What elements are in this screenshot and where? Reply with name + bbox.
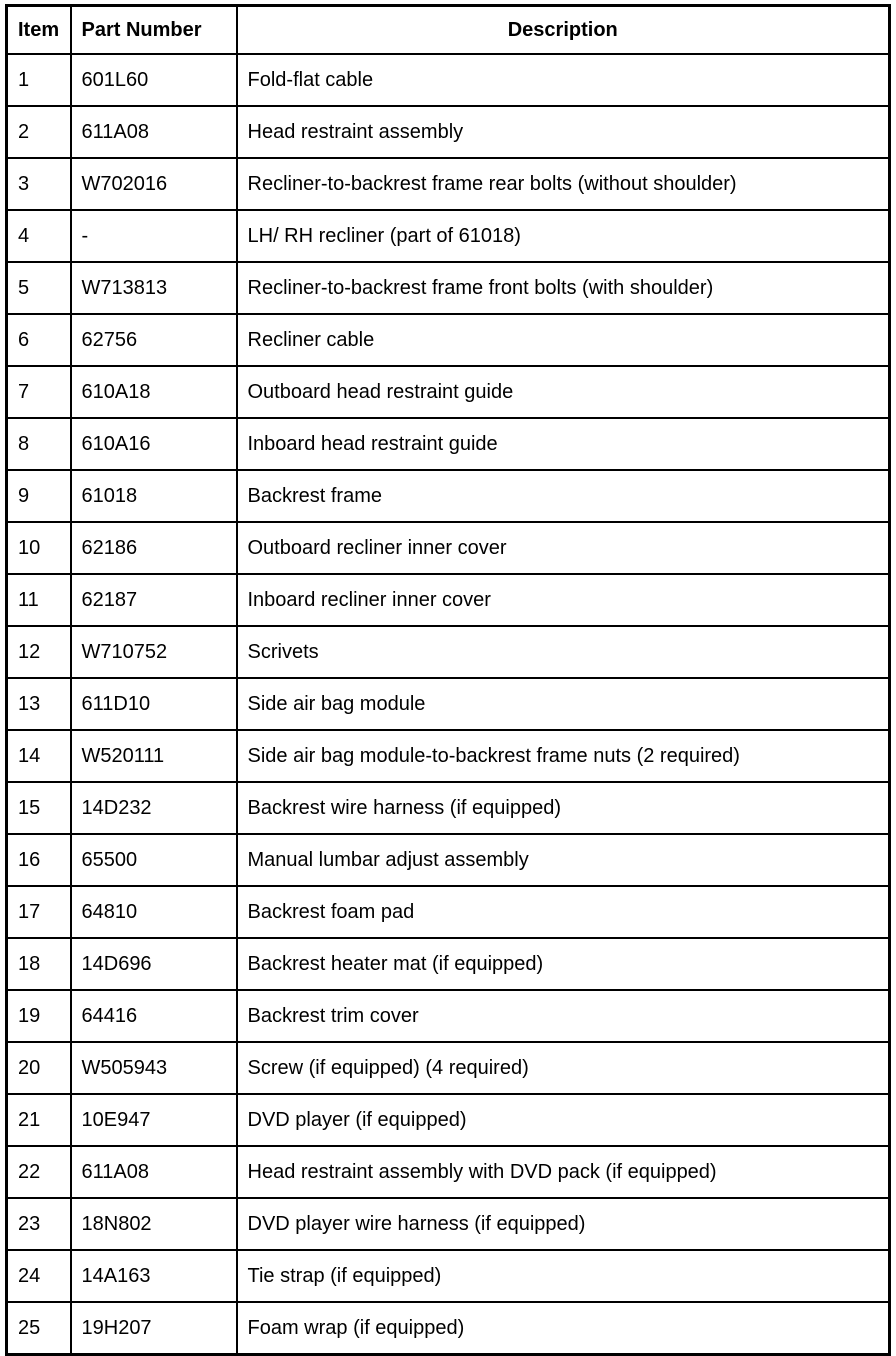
table-row (7, 782, 890, 834)
cell-description: Backrest frame (237, 470, 890, 522)
cell-item: 5 (7, 262, 71, 314)
cell-part-number: 61018 (71, 470, 237, 522)
table-row (7, 1042, 890, 1094)
cell-part-number: 64810 (71, 886, 237, 938)
cell-item: 16 (7, 834, 71, 886)
cell-part-number: 14D696 (71, 938, 237, 990)
cell-part-number: 10E947 (71, 1094, 237, 1146)
cell-item: 23 (7, 1198, 71, 1250)
table-row (7, 470, 890, 522)
cell-description: Backrest foam pad (237, 886, 890, 938)
cell-description: Outboard recliner inner cover (237, 522, 890, 574)
table-row (7, 418, 890, 470)
cell-item: 21 (7, 1094, 71, 1146)
table-row (7, 210, 890, 262)
table-row (7, 574, 890, 626)
cell-description: Recliner-to-backrest frame front bolts (with shoulder) (237, 262, 890, 314)
cell-item: 1 (7, 54, 71, 106)
cell-description: Side air bag module (237, 678, 890, 730)
cell-part-number: 14D232 (71, 782, 237, 834)
header-part-number: Part Number (71, 6, 237, 55)
cell-item: 15 (7, 782, 71, 834)
table-row (7, 1094, 890, 1146)
cell-description: Backrest heater mat (if equipped) (237, 938, 890, 990)
cell-description: Outboard head restraint guide (237, 366, 890, 418)
cell-part-number: 611A08 (71, 1146, 237, 1198)
table-row (7, 314, 890, 366)
table-row (7, 1146, 890, 1198)
cell-part-number: 62186 (71, 522, 237, 574)
cell-item: 22 (7, 1146, 71, 1198)
cell-part-number: - (71, 210, 237, 262)
cell-part-number: W710752 (71, 626, 237, 678)
cell-description: Side air bag module-to-backrest frame nuts (2 required) (237, 730, 890, 782)
cell-item: 14 (7, 730, 71, 782)
cell-item: 2 (7, 106, 71, 158)
cell-part-number: 19H207 (71, 1302, 237, 1355)
cell-description: Fold-flat cable (237, 54, 890, 106)
table-row (7, 54, 890, 106)
cell-item: 8 (7, 418, 71, 470)
table-row (7, 1198, 890, 1250)
parts-table (5, 4, 891, 1356)
table-row (7, 834, 890, 886)
table-row (7, 262, 890, 314)
table-row (7, 938, 890, 990)
cell-description: DVD player wire harness (if equipped) (237, 1198, 890, 1250)
table-row (7, 886, 890, 938)
cell-item: 9 (7, 470, 71, 522)
cell-description: Head restraint assembly (237, 106, 890, 158)
cell-description: Backrest wire harness (if equipped) (237, 782, 890, 834)
table-row (7, 158, 890, 210)
cell-item: 13 (7, 678, 71, 730)
cell-part-number: 64416 (71, 990, 237, 1042)
cell-item: 7 (7, 366, 71, 418)
cell-item: 4 (7, 210, 71, 262)
cell-part-number: 65500 (71, 834, 237, 886)
table-row (7, 626, 890, 678)
header-description: Description (237, 6, 890, 55)
table-row (7, 730, 890, 782)
cell-part-number: 62756 (71, 314, 237, 366)
cell-part-number: W713813 (71, 262, 237, 314)
cell-part-number: W520111 (71, 730, 237, 782)
cell-description: LH/ RH recliner (part of 61018) (237, 210, 890, 262)
table-body (7, 54, 890, 1355)
cell-description: Recliner cable (237, 314, 890, 366)
cell-part-number: W702016 (71, 158, 237, 210)
cell-description: DVD player (if equipped) (237, 1094, 890, 1146)
header-item: Item (7, 6, 71, 55)
cell-item: 3 (7, 158, 71, 210)
cell-description: Manual lumbar adjust assembly (237, 834, 890, 886)
cell-description: Foam wrap (if equipped) (237, 1302, 890, 1355)
cell-item: 10 (7, 522, 71, 574)
cell-part-number: 62187 (71, 574, 237, 626)
cell-item: 20 (7, 1042, 71, 1094)
cell-part-number: 611A08 (71, 106, 237, 158)
table-row (7, 366, 890, 418)
cell-item: 17 (7, 886, 71, 938)
header-row (7, 6, 890, 55)
table-row (7, 678, 890, 730)
table-row (7, 522, 890, 574)
cell-item: 12 (7, 626, 71, 678)
table-row (7, 106, 890, 158)
cell-item: 6 (7, 314, 71, 366)
cell-item: 11 (7, 574, 71, 626)
cell-description: Inboard recliner inner cover (237, 574, 890, 626)
table-row (7, 1302, 890, 1355)
cell-part-number: 610A16 (71, 418, 237, 470)
cell-part-number: 14A163 (71, 1250, 237, 1302)
cell-description: Backrest trim cover (237, 990, 890, 1042)
cell-part-number: 18N802 (71, 1198, 237, 1250)
cell-description: Scrivets (237, 626, 890, 678)
cell-part-number: W505943 (71, 1042, 237, 1094)
cell-part-number: 611D10 (71, 678, 237, 730)
cell-description: Head restraint assembly with DVD pack (if equipped) (237, 1146, 890, 1198)
cell-description: Screw (if equipped) (4 required) (237, 1042, 890, 1094)
cell-item: 25 (7, 1302, 71, 1355)
cell-description: Recliner-to-backrest frame rear bolts (without shoulder) (237, 158, 890, 210)
cell-item: 24 (7, 1250, 71, 1302)
cell-item: 19 (7, 990, 71, 1042)
cell-part-number: 601L60 (71, 54, 237, 106)
cell-description: Inboard head restraint guide (237, 418, 890, 470)
cell-part-number: 610A18 (71, 366, 237, 418)
cell-item: 18 (7, 938, 71, 990)
table-row (7, 990, 890, 1042)
cell-description: Tie strap (if equipped) (237, 1250, 890, 1302)
